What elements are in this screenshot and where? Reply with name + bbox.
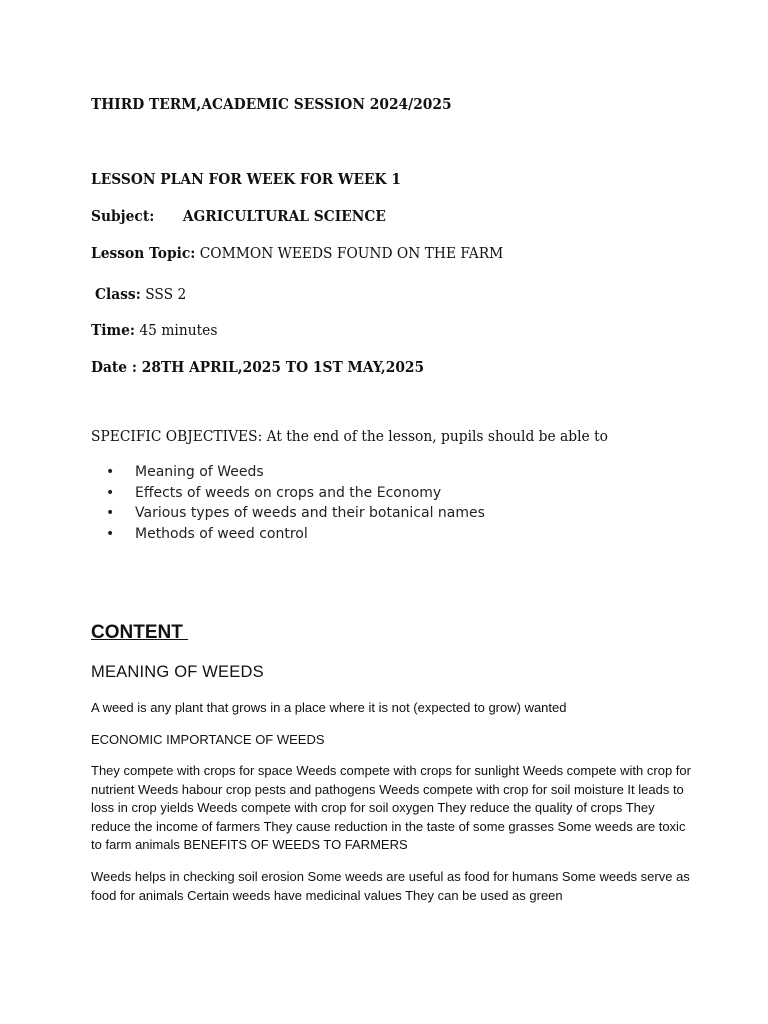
list-item-text: Meaning of Weeds (135, 464, 264, 480)
benefits-paragraph: Weeds helps in checking soil erosion Some weeds are useful as food for humans Some weeds serve as food for animals Certain weeds have medicinal values They can be used as green (91, 869, 690, 903)
objectives-intro: SPECIFIC OBJECTIVES: At the end of the lesson, pupils should be able to (91, 427, 608, 445)
list-item (106, 503, 485, 524)
list-item-text: Various types of weeds and their botanical names (135, 505, 485, 522)
bullet-icon: • (106, 526, 115, 543)
time-row (91, 321, 217, 339)
section-title: MEANING OF WEEDS (91, 663, 264, 681)
lesson-plan-heading: LESSON PLAN FOR WEEK FOR WEEK 1 (91, 170, 401, 188)
list-item (106, 462, 485, 483)
bullet-icon: • (106, 484, 115, 501)
list-item (106, 483, 485, 504)
objectives-list (106, 462, 485, 545)
topic-row (91, 244, 503, 262)
term-heading: THIRD TERM,ACADEMIC SESSION 2024/2025 (91, 95, 452, 113)
topic-value: COMMON WEEDS FOUND ON THE FARM (199, 244, 504, 262)
list-item-text: Effects of weeds on crops and the Economy (135, 484, 442, 501)
subject-label: Subject: (91, 207, 155, 225)
class-row (95, 285, 186, 303)
subject-row (91, 207, 386, 225)
topic-label: Lesson Topic: (91, 244, 196, 262)
subject-value: AGRICULTURAL SCIENCE (182, 207, 386, 225)
list-item (106, 524, 485, 545)
content-title: CONTENT (91, 622, 189, 643)
economic-importance-heading: ECONOMIC IMPORTANCE OF WEEDS (91, 732, 325, 747)
time-label: Time: (91, 321, 135, 339)
bullet-icon: • (106, 464, 115, 480)
class-value: SSS 2 (145, 285, 187, 303)
economic-importance-paragraph: They compete with crops for space Weeds compete with crops for sunlight Weeds compete with crop for nutrient Weeds habour crop pests and pathogens Weeds compete with crop for soil moisture It leads to loss in crop yields Weeds compete with crop for soil oxygen They reduce the quality of crops They reduce the income of farmers They cause reduction in the taste of some grasses Some weeds are toxic to farm animals BENEFITS OF WEEDS TO FARMERS (91, 763, 691, 853)
list-item-text: Methods of weed control (135, 526, 308, 543)
bullet-icon: • (106, 505, 115, 522)
date-row: Date : 28TH APRIL,2025 TO 1ST MAY,2025 (91, 358, 425, 376)
class-label: Class: (95, 285, 141, 303)
time-value: 45 minutes (139, 321, 218, 339)
weed-definition: A weed is any plant that grows in a place where it is not (expected to grow) wanted (91, 700, 567, 715)
